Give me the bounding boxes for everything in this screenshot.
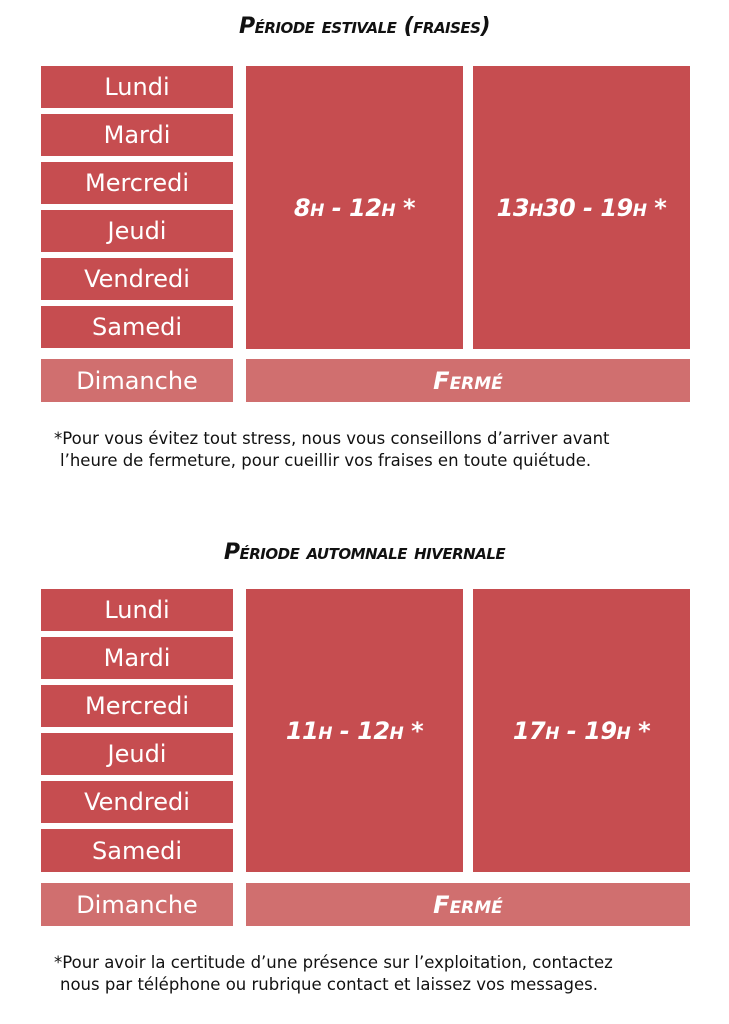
summer-day-mardi: Mardi — [41, 114, 233, 156]
winter-closed-label: Fermé — [246, 883, 690, 926]
summer-note-line1: *Pour vous évitez tout stress, nous vous conseillons d’arriver avant — [54, 429, 610, 448]
summer-title: Période estivale (fraises) — [238, 14, 491, 39]
winter-note-line2: nous par téléphone ou rubrique contact et laissez vos messages. — [60, 975, 598, 994]
summer-morning-hours: 8h - 12h * — [246, 66, 463, 349]
winter-afternoon-hours: 17h - 19h * — [473, 589, 690, 872]
winter-day-mardi: Mardi — [41, 637, 233, 679]
winter-title: Période automnale hivernale — [223, 540, 506, 565]
summer-note — [54, 428, 694, 472]
summer-day-vendredi: Vendredi — [41, 258, 233, 300]
summer-day-jeudi: Jeudi — [41, 210, 233, 252]
winter-day-mercredi: Mercredi — [41, 685, 233, 727]
summer-note-line2: l’heure de fermeture, pour cueillir vos fraises en toute quiétude. — [60, 451, 592, 470]
winter-note-line1: *Pour avoir la certitude d’une présence sur l’exploitation, contactez — [54, 953, 613, 972]
summer-closed-label: Fermé — [246, 359, 690, 402]
winter-morning-hours: 11h - 12h * — [246, 589, 463, 872]
winter-note — [54, 952, 694, 996]
winter-day-jeudi: Jeudi — [41, 733, 233, 775]
summer-afternoon-hours: 13h30 - 19h * — [473, 66, 690, 349]
winter-day-lundi: Lundi — [41, 589, 233, 631]
summer-day-mercredi: Mercredi — [41, 162, 233, 204]
winter-day-samedi: Samedi — [41, 829, 233, 872]
winter-day-dimanche: Dimanche — [41, 883, 233, 926]
summer-day-lundi: Lundi — [41, 66, 233, 108]
winter-day-vendredi: Vendredi — [41, 781, 233, 823]
summer-day-samedi: Samedi — [41, 306, 233, 348]
summer-day-dimanche: Dimanche — [41, 359, 233, 402]
